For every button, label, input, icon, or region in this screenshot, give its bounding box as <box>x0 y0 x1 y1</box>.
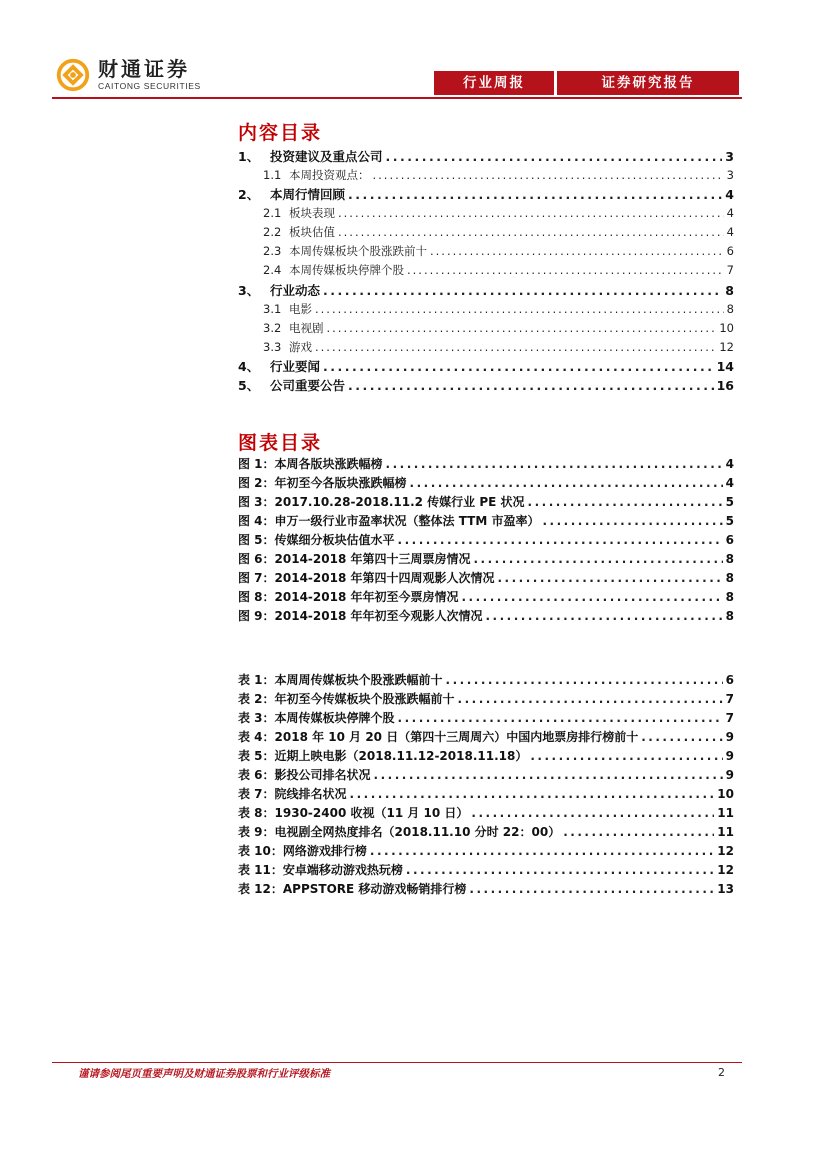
toc-entry[interactable] <box>238 281 734 300</box>
toc-entry-title: 电视剧 <box>289 321 324 335</box>
toc-leader-dots <box>373 166 724 185</box>
toc-entry-page: 16 <box>716 378 734 393</box>
figure-entry-title: 图 7：2014-2018 年第四十四周观影人次情况 <box>238 571 495 585</box>
figure-leader-dots <box>386 455 723 474</box>
toc-leader-dots <box>407 261 724 280</box>
table-entry-page: 9 <box>725 730 734 744</box>
toc-entry-number: 2.2 <box>263 225 282 239</box>
table-entry-page: 7 <box>725 711 734 725</box>
toc-entry-number: 4、 <box>238 359 260 374</box>
toc-leader-dots <box>315 300 724 319</box>
logo-english-name: CAITONG SECURITIES <box>98 81 201 91</box>
toc-entry-title: 板块表现 <box>289 206 335 220</box>
figure-entry-title: 图 8：2014-2018 年年初至今票房情况 <box>238 590 459 604</box>
table-entry[interactable] <box>238 785 734 804</box>
toc-entry-page: 4 <box>726 225 734 239</box>
company-logo <box>54 56 201 94</box>
toc-entry[interactable] <box>263 261 734 280</box>
toc-leader-dots <box>348 376 714 395</box>
toc-entry-label <box>263 338 312 357</box>
table-leader-dots <box>471 804 714 823</box>
table-leader-dots <box>406 861 714 880</box>
toc-entry-title: 行业动态 <box>270 283 321 298</box>
figure-entry-page: 4 <box>725 457 734 471</box>
table-entry[interactable] <box>238 747 734 766</box>
table-entry-page: 11 <box>717 825 734 839</box>
toc-entry-title: 本周传媒板块停牌个股 <box>289 263 404 277</box>
toc-entry-page: 3 <box>725 149 734 164</box>
toc-entry-page: 3 <box>726 168 734 182</box>
toc-entry-number: 3.2 <box>263 321 282 335</box>
table-entry[interactable] <box>238 728 734 747</box>
logo-chinese-name: 财通证券 <box>98 57 190 81</box>
toc-entry[interactable] <box>263 338 734 357</box>
toc-entry-label <box>263 166 370 185</box>
table-entry-page: 11 <box>717 806 734 820</box>
table-entry-title: 表 11：安卓端移动游戏热玩榜 <box>238 863 403 877</box>
toc-entry[interactable] <box>263 300 734 319</box>
figure-entry-page: 8 <box>725 590 734 604</box>
toc-entry[interactable] <box>263 204 734 223</box>
toc-leader-dots <box>338 204 724 223</box>
figure-leader-dots <box>542 512 722 531</box>
table-entry-title: 表 8：1930-2400 收视（11 月 10 日） <box>238 806 469 820</box>
toc-entry-number: 5、 <box>238 378 260 393</box>
table-entry-page: 12 <box>717 863 734 877</box>
toc-entry-label <box>238 147 383 166</box>
footer-divider <box>52 1062 742 1063</box>
figure-leader-dots <box>461 588 722 607</box>
toc-entry[interactable] <box>263 242 734 261</box>
table-entry[interactable] <box>238 766 734 785</box>
table-entry-title: 表 7：院线排名状况 <box>238 787 347 801</box>
table-leader-dots <box>530 747 722 766</box>
table-entry[interactable] <box>238 671 734 690</box>
toc-entry[interactable] <box>238 147 734 166</box>
toc-entry-number: 2.3 <box>263 244 282 258</box>
toc-entry[interactable] <box>238 376 734 395</box>
caitong-logo-icon <box>54 56 92 94</box>
header-divider <box>52 97 742 99</box>
figure-entry[interactable] <box>238 493 734 512</box>
figure-entry-title: 图 1：本周各版块涨跌幅榜 <box>238 457 383 471</box>
figure-entry[interactable] <box>238 607 734 626</box>
table-entry-title: 表 9：电视剧全网热度排名（2018.11.10 分时 22：00） <box>238 825 561 839</box>
header-tabs <box>434 71 739 95</box>
page-number: 2 <box>718 1066 725 1079</box>
table-entry[interactable] <box>238 709 734 728</box>
toc-entry-page: 12 <box>719 340 734 354</box>
table-entry[interactable] <box>238 880 734 899</box>
figure-entry-page: 4 <box>725 476 734 490</box>
table-entry-page: 6 <box>725 673 734 687</box>
figure-entry-title: 图 5：传媒细分板块估值水平 <box>238 533 395 547</box>
figure-leader-dots <box>528 493 723 512</box>
table-entry-title: 表 10：网络游戏排行榜 <box>238 844 367 858</box>
toc-entry-page: 8 <box>725 283 734 298</box>
table-entry[interactable] <box>238 804 734 823</box>
toc-entry[interactable] <box>263 319 734 338</box>
figure-entry[interactable] <box>238 588 734 607</box>
toc-leader-dots <box>338 223 724 242</box>
table-leader-dots <box>469 880 714 899</box>
toc-entry-label <box>238 357 320 376</box>
figure-entry-page: 5 <box>725 514 734 528</box>
toc-entry[interactable] <box>263 166 734 185</box>
table-entry[interactable] <box>238 690 734 709</box>
table-leader-dots <box>370 842 714 861</box>
toc-entry-page: 6 <box>726 244 734 258</box>
toc-entry-title: 公司重要公告 <box>270 378 346 393</box>
table-entry-title: 表 6：影投公司排名状况 <box>238 768 371 782</box>
figure-leader-dots <box>410 474 723 493</box>
toc-leader-dots <box>430 242 724 261</box>
table-leader-dots <box>398 709 723 728</box>
toc-leader-dots <box>315 338 716 357</box>
table-entry[interactable] <box>238 823 734 842</box>
toc-entry-page: 4 <box>726 206 734 220</box>
research-report-label: 证券研究报告 <box>557 71 739 95</box>
figures-title: 图表目录 <box>238 432 323 454</box>
figure-entry-title: 图 9：2014-2018 年年初至今观影人次情况 <box>238 609 483 623</box>
figure-entry-title: 图 6：2014-2018 年第四十三周票房情况 <box>238 552 471 566</box>
table-leader-dots <box>350 785 715 804</box>
toc-leader-dots <box>348 185 722 204</box>
toc-entry-number: 2.1 <box>263 206 282 220</box>
table-leader-dots <box>374 766 723 785</box>
figure-entry-page: 5 <box>725 495 734 509</box>
toc-entry-title: 投资建议及重点公司 <box>270 149 383 164</box>
figure-entry-title: 图 3：2017.10.28-2018.11.2 传媒行业 PE 状况 <box>238 495 525 509</box>
figure-entry[interactable] <box>238 569 734 588</box>
toc-entry-label <box>263 319 324 338</box>
table-entry-title: 表 1：本周周传媒板块个股涨跌幅前十 <box>238 673 443 687</box>
figure-leader-dots <box>398 531 723 550</box>
toc-entry-number: 2、 <box>238 187 260 202</box>
toc-entry-title: 电影 <box>289 302 312 316</box>
table-leader-dots <box>458 690 723 709</box>
toc-entry-page: 10 <box>719 321 734 335</box>
table-entry-page: 9 <box>725 749 734 763</box>
figure-entry-page: 6 <box>725 533 734 547</box>
toc-entry-label <box>263 261 404 280</box>
figure-entry-title: 图 2：年初至今各版块涨跌幅榜 <box>238 476 407 490</box>
figure-entry-page: 8 <box>725 571 734 585</box>
toc-entry-page: 8 <box>726 302 734 316</box>
table-entry[interactable] <box>238 842 734 861</box>
report-type-label: 行业周报 <box>434 71 554 95</box>
toc-entry[interactable] <box>238 357 734 376</box>
toc-entry-title: 行业要闻 <box>270 359 321 374</box>
table-entry-title: 表 3：本周传媒板块停牌个股 <box>238 711 395 725</box>
table-entry-page: 10 <box>717 787 734 801</box>
toc-entry-page: 7 <box>726 263 734 277</box>
table-entry-page: 7 <box>725 692 734 706</box>
footer-disclaimer: 谨请参阅尾页重要声明及财通证券股票和行业评级标准 <box>78 1068 330 1080</box>
figure-entry[interactable] <box>238 474 734 493</box>
toc-entry-label <box>238 376 345 395</box>
figure-entry-page: 8 <box>725 552 734 566</box>
figure-entry[interactable] <box>238 531 734 550</box>
toc-entry-label <box>238 281 320 300</box>
toc-entry-page: 4 <box>725 187 734 202</box>
toc-entry-number: 1.1 <box>263 168 282 182</box>
toc-entry-label <box>263 204 335 223</box>
table-leader-dots <box>446 671 723 690</box>
toc-leader-dots <box>323 281 722 300</box>
table-entry-title: 表 12：APPSTORE 移动游戏畅销排行榜 <box>238 882 467 896</box>
table-entry-title: 表 4：2018 年 10 月 20 日（第四十三周周六）中国内地票房排行榜前十 <box>238 730 639 744</box>
toc-entry-number: 1、 <box>238 149 260 164</box>
figure-leader-dots <box>473 550 722 569</box>
figure-leader-dots <box>497 569 722 588</box>
toc-entry[interactable] <box>238 185 734 204</box>
toc-entry-number: 3.3 <box>263 340 282 354</box>
figure-entry[interactable] <box>238 455 734 474</box>
figure-entry[interactable] <box>238 512 734 531</box>
toc-entry-label <box>263 223 335 242</box>
toc-entry[interactable] <box>263 223 734 242</box>
table-entry[interactable] <box>238 861 734 880</box>
toc-entry-label <box>263 300 312 319</box>
toc-entry-title: 板块估值 <box>289 225 335 239</box>
toc-entry-title: 本周投资观点： <box>289 168 370 182</box>
toc-leader-dots <box>327 319 717 338</box>
figure-entry-title: 图 4：申万一级行业市盈率状况（整体法 TTM 市盈率） <box>238 514 540 528</box>
table-entry-page: 9 <box>725 768 734 782</box>
toc-entry-label <box>238 185 345 204</box>
toc-entry-number: 3.1 <box>263 302 282 316</box>
table-entry-page: 12 <box>717 844 734 858</box>
table-entry-title: 表 2：年初至今传媒板块个股涨跌幅前十 <box>238 692 455 706</box>
toc-entry-title: 游戏 <box>289 340 312 354</box>
toc-leader-dots <box>323 357 714 376</box>
toc-entry-title: 本周行情回顾 <box>270 187 346 202</box>
toc-entry-title: 本周传媒板块个股涨跌前十 <box>289 244 427 258</box>
table-leader-dots <box>563 823 714 842</box>
table-entry-page: 13 <box>717 882 734 896</box>
toc-entry-number: 3、 <box>238 283 260 298</box>
toc-entry-page: 14 <box>716 359 734 374</box>
toc-leader-dots <box>386 147 723 166</box>
toc-title: 内容目录 <box>238 122 323 144</box>
table-leader-dots <box>641 728 722 747</box>
table-entry-title: 表 5：近期上映电影（2018.11.12-2018.11.18） <box>238 749 528 763</box>
figure-entry[interactable] <box>238 550 734 569</box>
figure-leader-dots <box>485 607 722 626</box>
toc-entry-label <box>263 242 427 261</box>
figure-entry-page: 8 <box>725 609 734 623</box>
toc-entry-number: 2.4 <box>263 263 282 277</box>
